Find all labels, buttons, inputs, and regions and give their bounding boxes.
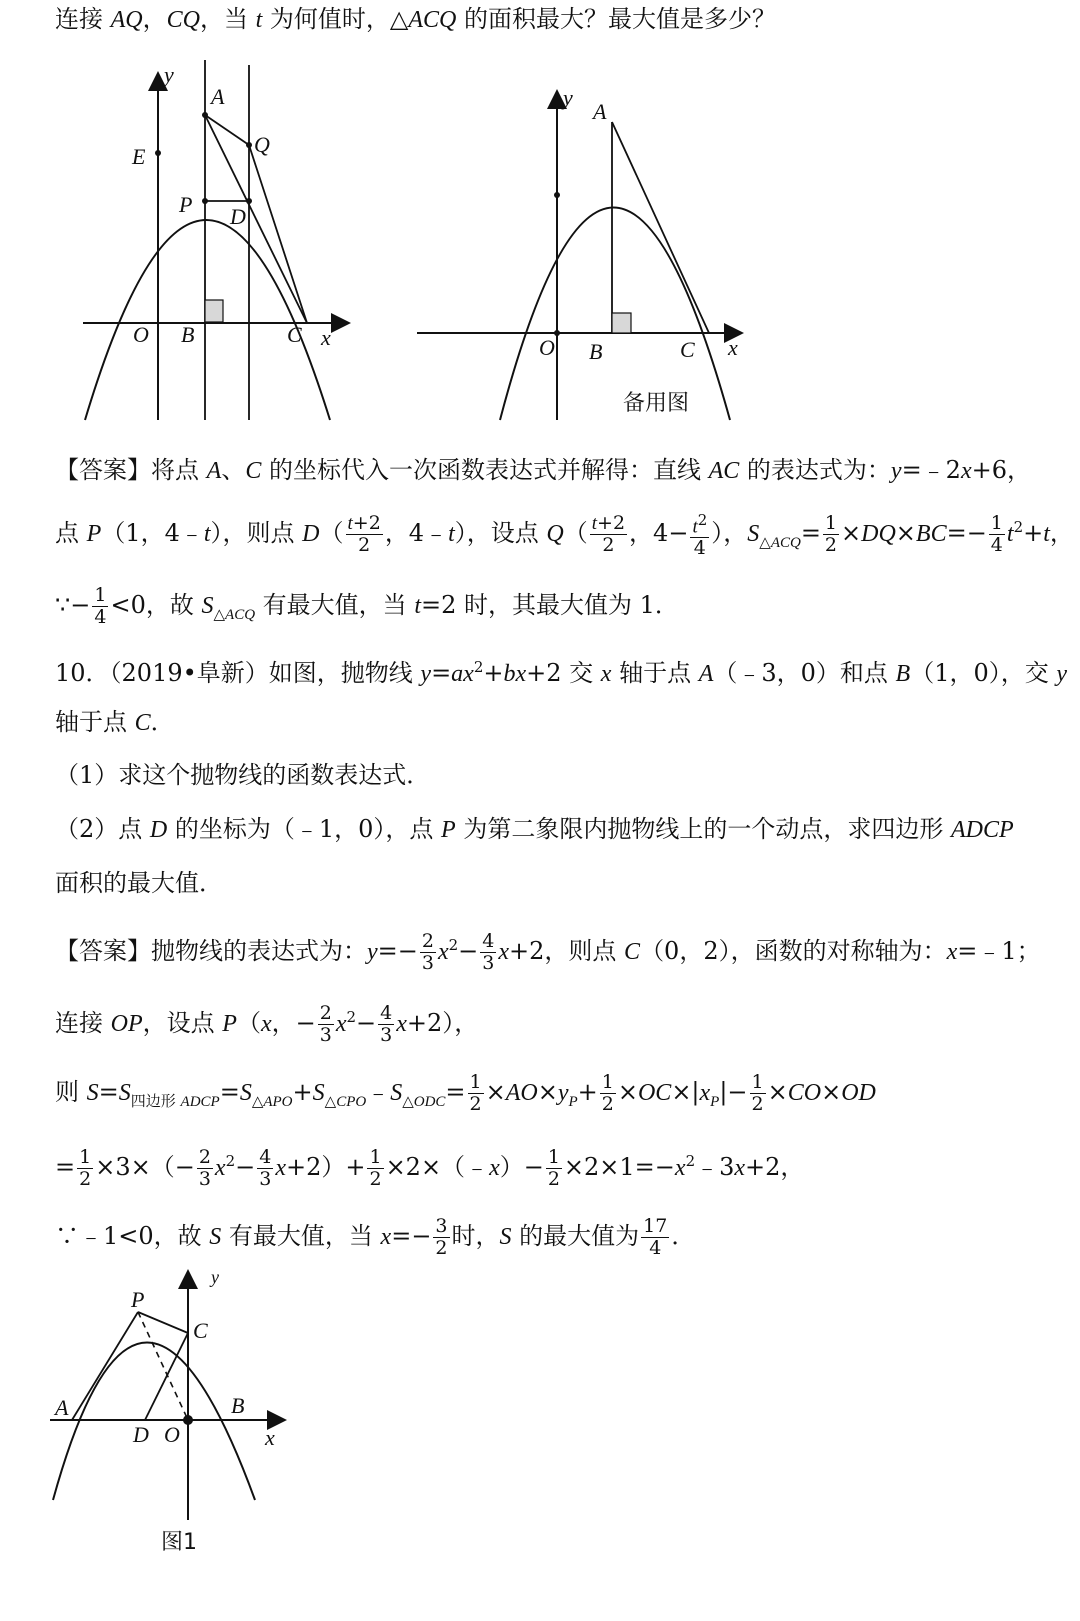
q10-answer-3: 则 $S=S_{四边形 ADCP}=S_{\triangle APO}+S_{\triangle CPO}﹣S_{\triangle ODC}=$ $\frac{1}{2}$ $\times AO\times y_P+$ $\frac{1}{2}$ $\times OC\times|x_P|-$ $\frac{1}{2}$ ×CO×OD	[55, 1071, 876, 1115]
q10-part-2-line-2: 面积的最大值．	[55, 869, 223, 897]
line-AC	[612, 122, 709, 333]
label-B: B	[231, 1393, 245, 1418]
answer-line-3: ∵− $\frac{1}{4}$ <0，故 $S_{\triangle ACQ}$ 有最大值，当 t=2 时，其最大值为 1．	[55, 584, 679, 628]
line-AP	[72, 1312, 138, 1420]
label-y: y	[211, 1267, 219, 1287]
line-OP-dashed	[138, 1312, 188, 1420]
label-x: x	[321, 325, 331, 350]
question-tail: 连接 AQ，CQ，当 t 为何值时，△ACQ 的面积最大？最大值是多少？	[55, 5, 777, 33]
q10-answer-2: 连接 OP，设点 P（x，− $\frac{2}{3}$ $x^2-$ $\frac{4}{3}$ x+2），	[55, 1002, 479, 1046]
label-x: x	[728, 335, 738, 360]
label-O: O	[539, 335, 555, 360]
q10-part-2-line-1: （2）点 D 的坐标为（﹣1，0），点 P 为第二象限内抛物线上的一个动点，求四边形 ADCP	[55, 815, 1014, 843]
label-A: A	[211, 84, 225, 109]
label-E: E	[132, 144, 146, 169]
label-x: x	[265, 1425, 275, 1450]
label-C: C	[680, 337, 695, 362]
q10-answer-4: = $\frac{1}{2}$ ×3×（− $\frac{2}{3}$ $x^2-$ $\frac{4}{3}$ x+2）+ $\frac{1}{2}$ ×2×（﹣x）− $\frac{1}{2}$ $\times 2\times 1=-x^2﹣3x+2$，	[55, 1146, 805, 1190]
label-B: B	[589, 339, 603, 364]
right-angle-mark	[205, 300, 223, 322]
parabola-figure-3	[45, 1265, 295, 1620]
q10-stem-1: 10．（2019•阜新）如图，抛物线 $y=ax^2+bx+2$ 交 x 轴于点 A（﹣3，0）和点 B（1，0），交 y	[55, 658, 1068, 687]
q10-part-1: （1）求这个抛物线的函数表达式．	[55, 761, 431, 789]
label-P: P	[131, 1287, 145, 1312]
label-O: O	[164, 1422, 180, 1447]
q10-answer-5: ∵﹣1<0，故 S 有最大值，当 x=− $\frac{3}{2}$ 时，S 的最大值为 $\frac{17}{4}$ ．	[55, 1215, 696, 1259]
answer-line-2: 点 P（1，4﹣t），则点 D（ $\frac{t+2}{2}$ ，4﹣t），设点 Q（ $\frac{t+2}{2}$ ，4− $\frac{t^2}{4}$ ），$S_{\triangle ACQ}=$ $\frac{1}{2}$ ×DQ×BC=− $\frac{1}{4}$ $t^2+t$，	[55, 511, 1074, 560]
right-angle-mark	[612, 313, 631, 333]
label-y: y	[164, 62, 174, 87]
label-O: O	[133, 322, 149, 347]
answer-line-1: 【答案】将点 A、C 的坐标代入一次函数表达式并解得：直线 AC 的表达式为：y=﹣2x+6，	[55, 456, 1031, 484]
line-PC	[138, 1312, 188, 1333]
label-P: P	[179, 192, 193, 217]
label-C: C	[193, 1318, 208, 1343]
label-C: C	[287, 322, 302, 347]
q10-stem-2: 轴于点 C．	[55, 708, 175, 736]
label-A: A	[593, 99, 607, 124]
figure-caption: 图1	[161, 1530, 197, 1555]
label-Q: Q	[254, 132, 270, 157]
q10-answer-1: 【答案】抛物线的表达式为：y=− $\frac{2}{3}$ $x^2-$ $\frac{4}{3}$ x+2，则点 C（0，2），函数的对称轴为：x=﹣1；	[55, 930, 1041, 974]
label-y: y	[563, 85, 573, 110]
figure-caption: 备用图	[623, 391, 690, 416]
label-B: B	[181, 322, 195, 347]
label-A: A	[55, 1395, 69, 1420]
parabola-figure-2	[412, 85, 752, 430]
parabola-curve	[53, 1343, 255, 1501]
line-QC	[249, 145, 307, 323]
label-D: D	[230, 204, 246, 229]
parabola-figure-1	[75, 60, 365, 430]
label-D: D	[133, 1422, 149, 1447]
